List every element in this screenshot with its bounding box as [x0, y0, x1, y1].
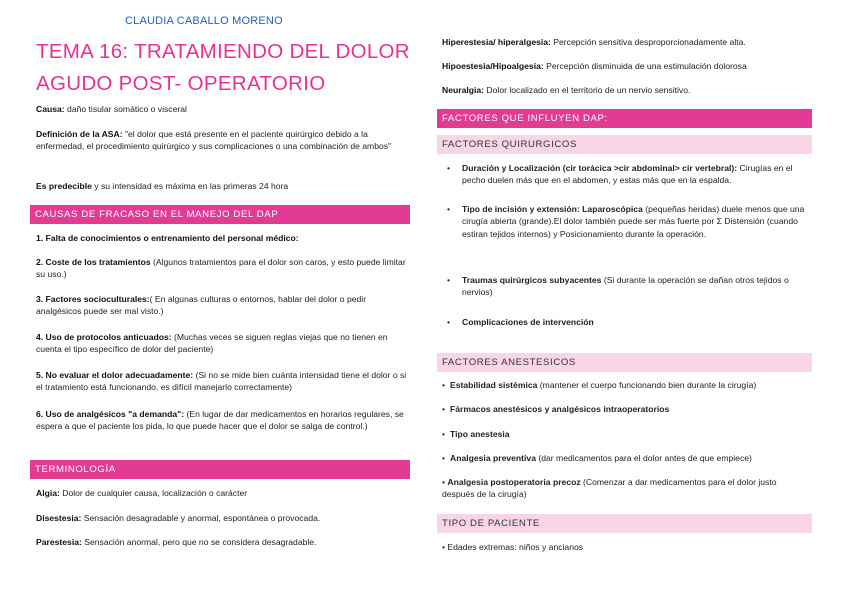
bullet-icon: • [442, 477, 446, 487]
term-item [442, 36, 814, 48]
list-item-text: (pequeñas heridas) duele menos que una cirugía abierta (grande).El dolor también puede ser más fuerte por Σ Distensión (cuando estiran tejidos internos) y Posicionamiento durante la operación. [462, 204, 805, 239]
author-name: CLAUDIA CABALLO MORENO [125, 15, 283, 27]
list-item [442, 428, 810, 440]
list-item-label: Duración y Localización (cir torácica >cir abdominal> cir vertebral): [462, 163, 738, 173]
list-item-label: Tipo anestesia [450, 429, 510, 439]
bullet-icon: • [442, 453, 446, 463]
causa-label: 5. No evaluar el dolor adecuadamente: [36, 370, 194, 380]
bullet-icon: • [447, 204, 451, 214]
subsection-heading-paciente: TIPO DE PACIENTE [437, 514, 812, 533]
list-item-label: Fármacos anestésicos y analgésicos intraoperatorios [450, 404, 670, 414]
list-item [447, 274, 810, 299]
intro-predecible [36, 180, 410, 192]
list-item-text: (Comenzar a dar medicamentos para el dolor justo después de la cirugía) [442, 477, 777, 500]
term-text: Percepción disminuida de una estimulación dolorosa [543, 61, 747, 71]
causa-label: 4. Uso de protocolos anticuados: [36, 332, 172, 342]
term-label: Hipoestesia/Hipoalgesia: [442, 61, 544, 71]
list-item-label: Complicaciones de intervención [462, 317, 594, 327]
term-label: Parestesia: [36, 537, 82, 547]
causa-label: 6. Uso de analgésicos "a demanda": [36, 409, 185, 419]
term-label: Disestesia: [36, 513, 82, 523]
intro-causa [36, 103, 410, 115]
causa-text: (Si no se mide bien cuánta intensidad tiene el dolor o si el tratamiento está funcionando, es difícil manejarlo correctamente) [36, 370, 407, 393]
list-item-label: Traumas quirúrgicos subyacentes [462, 275, 602, 285]
intro-definicion-label: Definición de la ASA: [36, 129, 123, 139]
term-label: Algia: [36, 488, 60, 498]
term-item [36, 512, 410, 524]
causa-label: 2. Coste de los tratamientos [36, 257, 151, 267]
bullet-icon: • [447, 275, 451, 285]
subsection-heading-anestesicos: FACTORES ANESTESICOS [437, 353, 812, 372]
list-item [447, 316, 810, 328]
list-item-text: (dar medicamentos para el dolor antes de que empiece) [535, 453, 752, 463]
causa-text: (Muchas veces se siguen reglas viejas que no tienen en cuenta el tipo específico de dolor del paciente) [36, 332, 388, 355]
list-item-text: (mantener el cuerpo funcionando bien durante la cirugía) [537, 380, 757, 390]
term-item [36, 487, 410, 499]
term-item [442, 84, 814, 96]
term-label: Neuralgia: [442, 85, 485, 95]
term-text: Dolor de cualquier causa, localización o carácter [59, 488, 248, 498]
bullet-icon: • [447, 317, 451, 327]
causa-label: 3. Factores socioculturales: [36, 294, 150, 304]
list-item-label: Analgesia postoperatoria precoz [447, 477, 581, 487]
intro-definicion [36, 128, 410, 152]
causa-item [36, 232, 410, 244]
term-label: Hiperestesia/ hiperalgesia: [442, 37, 551, 47]
bullet-icon: • [442, 429, 446, 439]
bullet-icon: • [442, 380, 446, 390]
term-item [36, 536, 410, 548]
list-item [442, 379, 810, 391]
list-item [447, 162, 810, 187]
intro-predecible-label: Es predecible [36, 181, 92, 191]
causa-label: 1. Falta de conocimientos o entrenamiento del personal médico: [36, 233, 299, 243]
term-text: Percepción sensitiva desproporcionadamente alta. [550, 37, 746, 47]
causa-item [36, 256, 410, 280]
subsection-heading-quirurgicos: FACTORES QUIRURGICOS [437, 135, 812, 154]
list-item-label: Estabilidad sistémica [450, 380, 538, 390]
bullet-icon: • [447, 163, 451, 173]
section-heading-factores: FACTORES QUE INFLUYEN DAP: [437, 109, 812, 128]
list-item [442, 476, 810, 501]
section-heading-terminologia: TERMINOLOGÍA [30, 460, 410, 479]
bullet-icon: • [442, 404, 446, 414]
intro-causa-text: daño tisular somático o visceral [64, 104, 187, 114]
causa-item [36, 331, 410, 355]
section-heading-causas: CAUSAS DE FRACASO EN EL MANEJO DEL DAP [30, 205, 410, 224]
list-item-text: Cirugías en el pecho duelen más que en el abdomen, y estas más que en la espalda. [462, 163, 793, 186]
term-text: Sensación anormal, pero que no se considera desagradable. [81, 537, 317, 547]
term-item [442, 60, 814, 72]
causa-text: ( En algunas culturas o entornos, hablar del dolor o pedir analgésicos puede ser mal visto.) [36, 294, 367, 317]
bullet-icon: • [442, 542, 446, 552]
list-item-text: (Si durante la operación se dañan otros tejidos o nervios) [462, 275, 789, 298]
list-item-label: Tipo de incisión y extensión: Laparoscópica [462, 204, 643, 214]
causa-item [36, 408, 410, 432]
causa-item [36, 369, 410, 393]
intro-definicion-text: "el dolor que está presente en el paciente quirúrgico debido a la enfermedad, el procedimiento quirúrgico y sus complicaciones o una combinación de ambos" [36, 129, 392, 152]
causa-text: (Algunos tratamientos para el dolor son caros, y esto puede limitar su uso.) [36, 257, 406, 280]
intro-predecible-text: y su intensidad es máxima en las primeras 24 hora [91, 181, 289, 191]
list-item [442, 452, 810, 464]
causa-text: (En lugar de dar medicamentos en horarios regulares, se espera a que el paciente los pida, lo que puede hacer que el dolor se salga de control.) [36, 409, 404, 432]
list-item [447, 203, 810, 240]
list-item-text: Edades extremas: niños y ancianos [447, 542, 584, 552]
term-text: Dolor localizado en el territorio de un nervio sensitivo. [484, 85, 691, 95]
causa-item [36, 293, 410, 317]
list-item [442, 403, 810, 415]
list-item-label: Analgesia preventiva [450, 453, 536, 463]
term-text: Sensación desagradable y anormal, espontánea o provocada. [81, 513, 321, 523]
page-title: TEMA 16: TRATAMIENDO DEL DOLOR AGUDO POST- OPERATORIO [36, 40, 410, 95]
intro-causa-label: Causa: [36, 104, 65, 114]
list-item [442, 541, 810, 553]
